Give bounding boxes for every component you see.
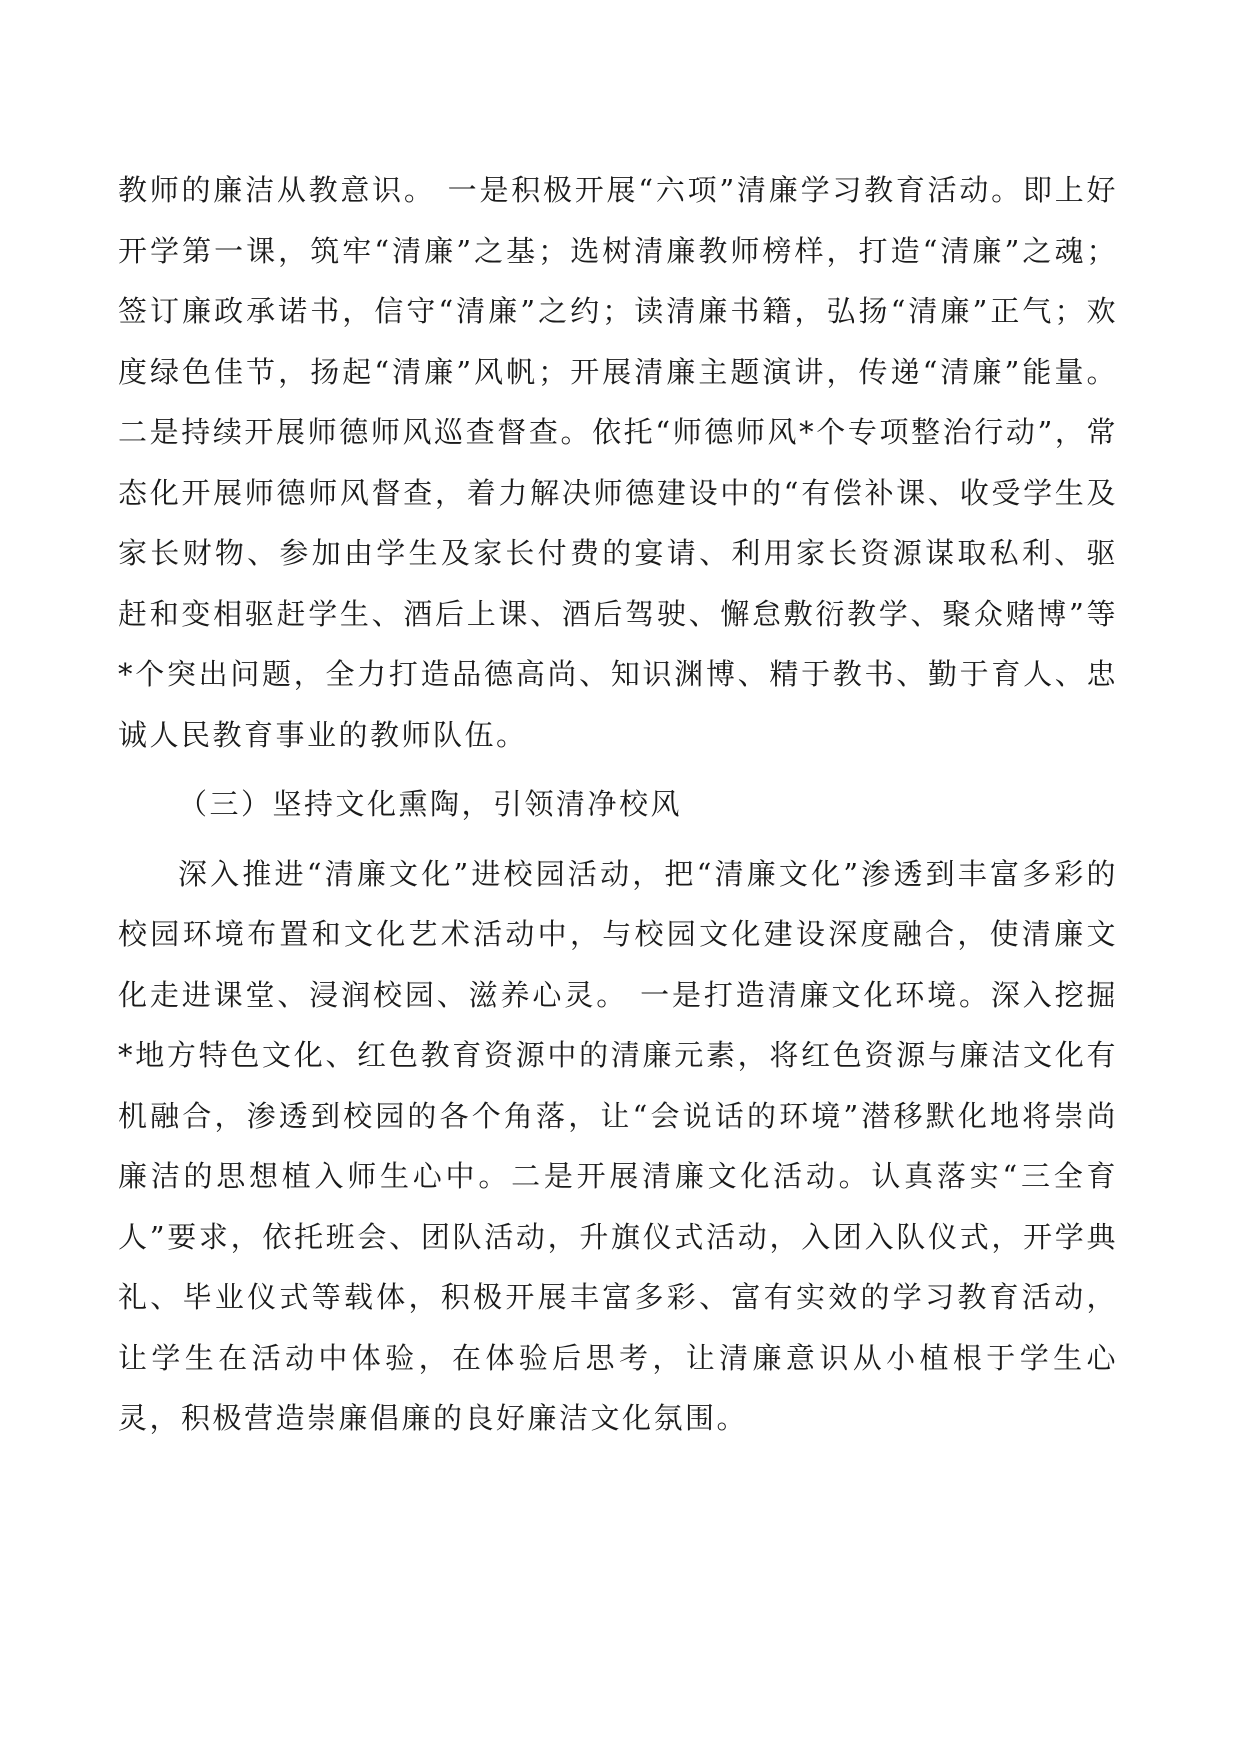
paragraph-teacher-integrity: 教师的廉洁从教意识。 一是积极开展“六项”清廉学习教育活动。即上好开学第一课，筑牢“清廉”之基；选树清廉教师榜样，打造“清廉”之魂；签订廉政承诺书，信守“清廉”之约；读清廉书籍，弘扬“清廉”正气；欢度绿色佳节，扬起“清廉”风帆；开展清廉主题演讲，传递“清廉”能量。二是持续开展师德师风巡查督查。依托“师德师风*个专项整治行动”，常态化开展师德师风督查，着力解决师德建设中的“有偿补课、收受学生及家长财物、参加由学生及家长付费的宴请、利用家长资源谋取私利、驱赶和变相驱赶学生、酒后上课、酒后驾驶、懈怠敷衍教学、聚众赌博”等*个突出问题，全力打造品德高尚、知识渊博、精于教书、勤于育人、忠诚人民教育事业的教师队伍。 — [118, 173, 1118, 752]
section-heading-culture: （三）坚持文化熏陶，引领清净校风 — [178, 787, 683, 821]
document-body — [118, 160, 1118, 1449]
paragraph-campus-culture: 深入推进“清廉文化”进校园活动，把“清廉文化”渗透到丰富多彩的校园环境布置和文化艺术活动中，与校园文化建设深度融合，使清廉文化走进课堂、浸润校园、滋养心灵。 一是打造清廉文化环境。深入挖掘*地方特色文化、红色教育资源中的清廉元素，将红色资源与廉洁文化有机融合，渗透到校园的各个角落，让“会说话的环境”潜移默化地将崇尚廉洁的思想植入师生心中。二是开展清廉文化活动。认真落实“三全育人”要求，依托班会、团队活动，升旗仪式活动，入团入队仪式，开学典礼、毕业仪式等载体，积极开展丰富多彩、富有实效的学习教育活动，让学生在活动中体验，在体验后思考，让清廉意识从小植根于学生心灵，积极营造崇廉倡廉的良好廉洁文化氛围。 — [118, 856, 1118, 1435]
